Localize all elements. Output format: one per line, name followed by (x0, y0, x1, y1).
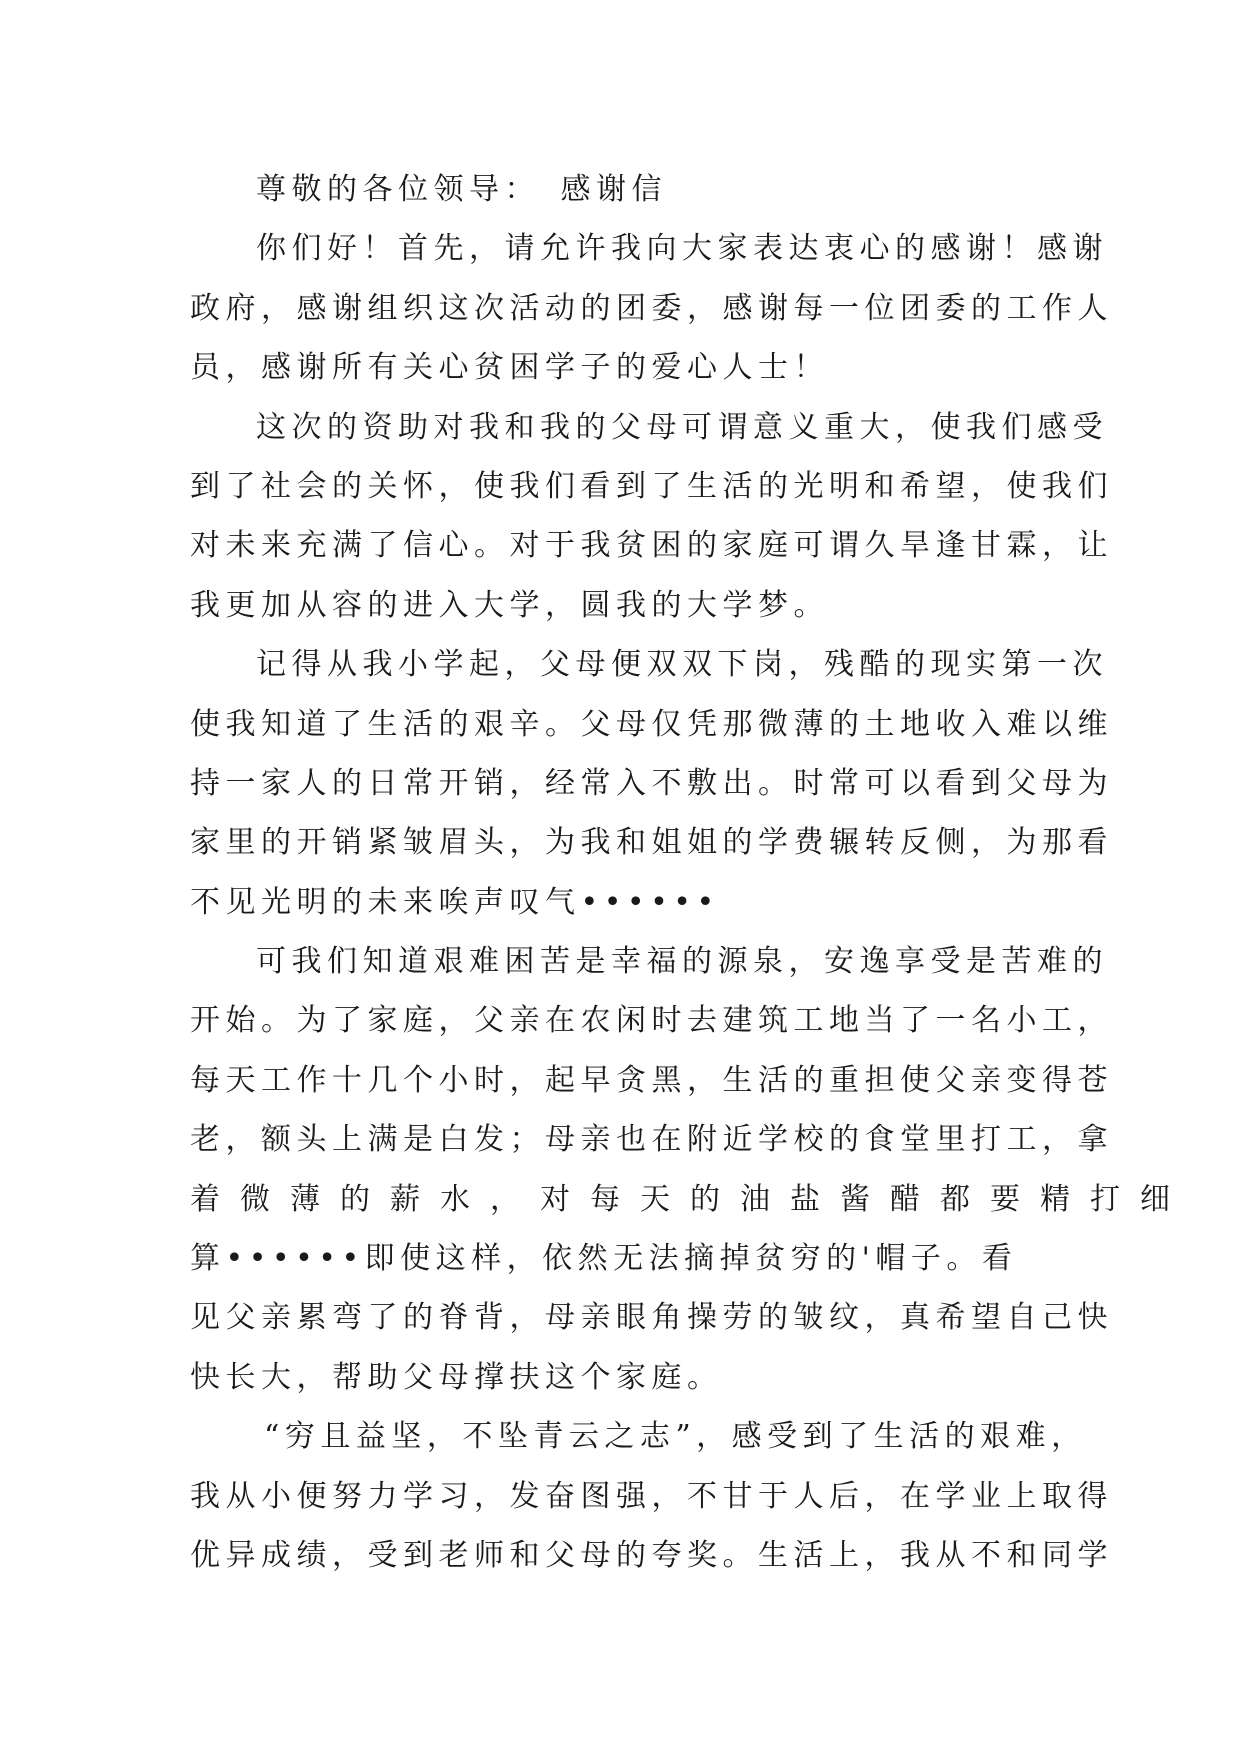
text-line: 这次的资助对我和我的父母可谓意义重大，使我们感受 (256, 409, 1108, 445)
text-line: 开始。为了家庭，父亲在农闲时去建筑工地当了一名小工， (190, 1003, 1113, 1039)
text-line: 算••••••即使这样，依然无法摘掉贫穷的'帽子。看 (190, 1241, 1018, 1277)
letter-body (190, 160, 1190, 1585)
text-line: 对未来充满了信心。对于我贫困的家庭可谓久旱逢甘霖，让 (190, 528, 1113, 564)
text-line: 可我们知道艰难困苦是幸福的源泉，安逸享受是苦难的 (256, 944, 1108, 980)
text-line: “穷且益坚，不坠青云之志”，感受到了生活的艰难， (264, 1419, 1087, 1455)
text-line: 不见光明的未来唉声叹气•••••• (190, 884, 720, 920)
text-line: 员，感谢所有关心贫困学子的爱心人士！ (190, 350, 829, 386)
text-line: 见父亲累弯了的脊背，母亲眼角操劳的皱纹，真希望自己快 (190, 1300, 1113, 1336)
text-line: 记得从我小学起，父母便双双下岗，残酷的现实第一次 (256, 647, 1108, 683)
text-line: 你们好！首先，请允许我向大家表达衷心的感谢！感谢 (256, 231, 1108, 267)
text-line: 优异成绩，受到老师和父母的夸奖。生活上，我从不和同学 (190, 1537, 1113, 1573)
text-line: 政府，感谢组织这次活动的团委，感谢每一位团委的工作人 (190, 290, 1113, 326)
text-line: 到了社会的关怀，使我们看到了生活的光明和希望，使我们 (190, 468, 1113, 504)
text-line: 老，额头上满是白发；母亲也在附近学校的食堂里打工，拿 (190, 1122, 1113, 1158)
text-line: 快长大，帮助父母撑扶这个家庭。 (190, 1359, 723, 1395)
text-line: 每天工作十几个小时，起早贪黑，生活的重担使父亲变得苍 (190, 1062, 1113, 1098)
text-line: 家里的开销紧皱眉头，为我和姐姐的学费辗转反侧，为那看 (190, 825, 1113, 861)
text-line: 我更加从容的进入大学，圆我的大学梦。 (190, 587, 829, 623)
text-line: 着微薄的薪水，对每天的油盐酱醋都要精打细 (190, 1181, 1190, 1217)
text-line: 使我知道了生活的艰辛。父母仅凭那微薄的土地收入难以维 (190, 706, 1113, 742)
text-line: 持一家人的日常开销，经常入不敷出。时常可以看到父母为 (190, 765, 1113, 801)
text-line: 我从小便努力学习，发奋图强，不甘于人后，在学业上取得 (190, 1478, 1113, 1514)
text-line: 尊敬的各位领导： 感谢信 (256, 172, 667, 207)
